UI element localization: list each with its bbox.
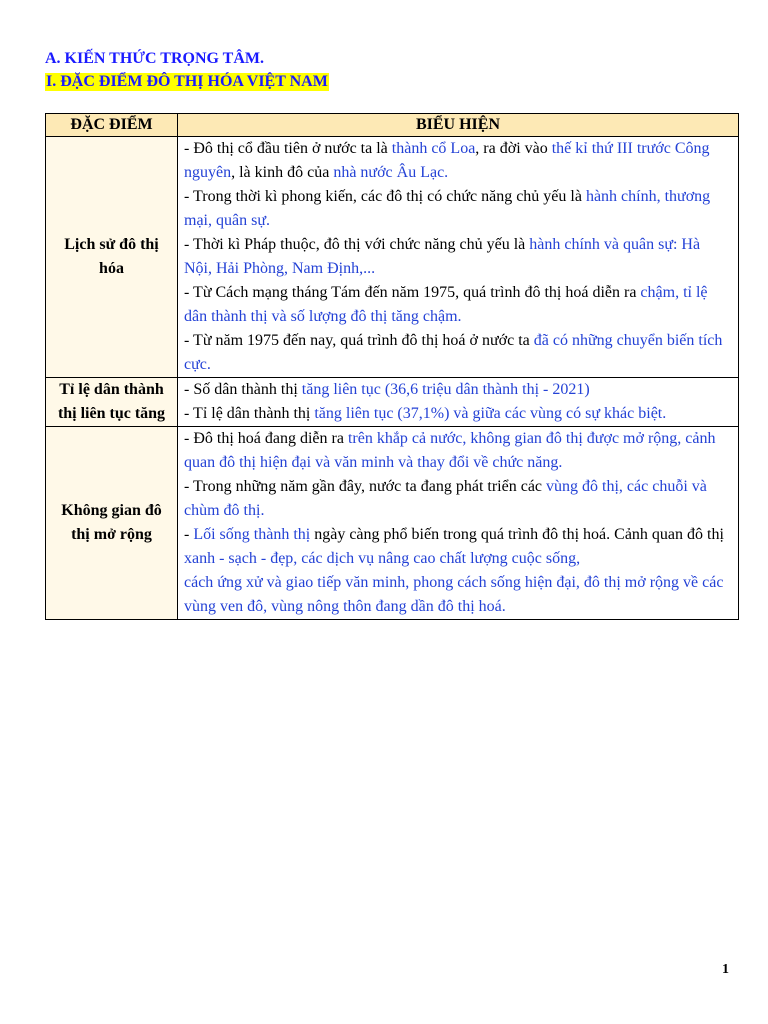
urbanization-table bbox=[45, 113, 739, 620]
table-row bbox=[46, 137, 739, 378]
manifestation-item bbox=[184, 329, 732, 377]
highlighted-text: hành chính, thương mại, quân sự. bbox=[184, 188, 711, 229]
highlighted-text: thành cổ Loa bbox=[391, 140, 476, 157]
feature-cell: Tỉ lệ dân thành thị liên tục tăng bbox=[46, 378, 178, 427]
manifestation-item bbox=[184, 475, 732, 523]
highlighted-text: cách ứng xử và giao tiếp văn minh, phong cách sống hiện đại, đô thị mở rộng về các vùng ven đô, vùng nông thôn đang dần đô thị hoá. bbox=[184, 574, 724, 615]
highlighted-text: vùng đô thị, các chuỗi và chùm đô thị. bbox=[184, 478, 707, 519]
highlighted-text: thế kỉ thứ III trước Công nguyên bbox=[184, 140, 710, 181]
section-heading-i: I. ĐẶC ĐIỂM ĐÔ THỊ HÓA VIỆT NAM bbox=[46, 73, 328, 90]
body-text: - bbox=[184, 526, 194, 543]
body-text: - Từ năm 1975 đến nay, quá trình đô thị hoá ở nước ta bbox=[184, 332, 534, 349]
highlighted-text: trên khắp cả nước, không gian đô thị được mở rộng, cảnh quan đô thị hiện đại và văn minh và thay đổi về chức năng. bbox=[184, 430, 716, 471]
highlighted-text: Lối sống thành thị bbox=[193, 526, 311, 543]
manifestation-item bbox=[184, 378, 732, 402]
highlighted-text: nhà nước Âu Lạc. bbox=[333, 164, 449, 181]
header-feature: ĐẶC ĐIỂM bbox=[46, 114, 178, 137]
body-text: - Thời kì Pháp thuộc, đô thị với chức năng chủ yếu là bbox=[184, 236, 530, 253]
manifestation-item bbox=[184, 402, 732, 426]
body-text: - Đô thị hoá đang diễn ra bbox=[184, 430, 348, 447]
feature-cell: Lịch sử đô thị hóa bbox=[46, 137, 178, 378]
highlighted-text: hành chính và quân sự: Hà Nội, Hải Phòng, Nam Định,... bbox=[184, 236, 701, 277]
body-text: - Tỉ lệ dân thành thị bbox=[184, 405, 315, 422]
body-text: - Đô thị cổ đầu tiên ở nước ta là bbox=[184, 140, 392, 157]
manifestation-item bbox=[184, 523, 732, 571]
table-header-row bbox=[46, 114, 739, 137]
manifestation-cell bbox=[178, 378, 739, 427]
table-row bbox=[46, 378, 739, 427]
body-text: - Số dân thành thị bbox=[184, 381, 302, 398]
body-text: , là kinh đô của bbox=[231, 164, 334, 181]
manifestation-item bbox=[184, 137, 732, 185]
highlighted-text: tăng liên tục (36,6 triệu dân thành thị - 2021) bbox=[301, 381, 590, 398]
body-text: - Từ Cách mạng tháng Tám đến năm 1975, quá trình đô thị hoá diễn ra bbox=[184, 284, 641, 301]
manifestation-item bbox=[184, 233, 732, 281]
highlighted-text: xanh - sạch - đẹp, các dịch vụ nâng cao chất lượng cuộc sống, bbox=[184, 550, 581, 567]
body-text: - Trong những năm gần đây, nước ta đang phát triển các bbox=[184, 478, 547, 495]
highlighted-text: đã có những chuyển biến tích cực. bbox=[184, 332, 723, 373]
highlighted-text: chậm, tỉ lệ dân thành thị và số lượng đô thị tăng chậm. bbox=[184, 284, 708, 325]
manifestation-cell bbox=[178, 137, 739, 378]
body-text: , ra đời vào bbox=[475, 140, 552, 157]
manifestation-item bbox=[184, 185, 732, 233]
highlighted-text: tăng liên tục (37,1%) và giữa các vùng có sự khác biệt. bbox=[314, 405, 667, 422]
manifestation-cell bbox=[178, 427, 739, 620]
feature-cell: Không gian đô thị mở rộng bbox=[46, 427, 178, 620]
manifestation-item bbox=[184, 571, 732, 619]
body-text: - Trong thời kì phong kiến, các đô thị có chức năng chủ yếu là bbox=[184, 188, 586, 205]
manifestation-item bbox=[184, 281, 732, 329]
body-text: ngày càng phổ biến trong quá trình đô thị hoá. Cảnh quan đô thị bbox=[310, 526, 724, 543]
page-number: 1 bbox=[722, 962, 729, 977]
table-row bbox=[46, 427, 739, 620]
header-manifestation: BIỂU HIỆN bbox=[178, 114, 739, 137]
section-heading-a: A. KIẾN THỨC TRỌNG TÂM. bbox=[45, 50, 264, 67]
manifestation-item bbox=[184, 427, 732, 475]
